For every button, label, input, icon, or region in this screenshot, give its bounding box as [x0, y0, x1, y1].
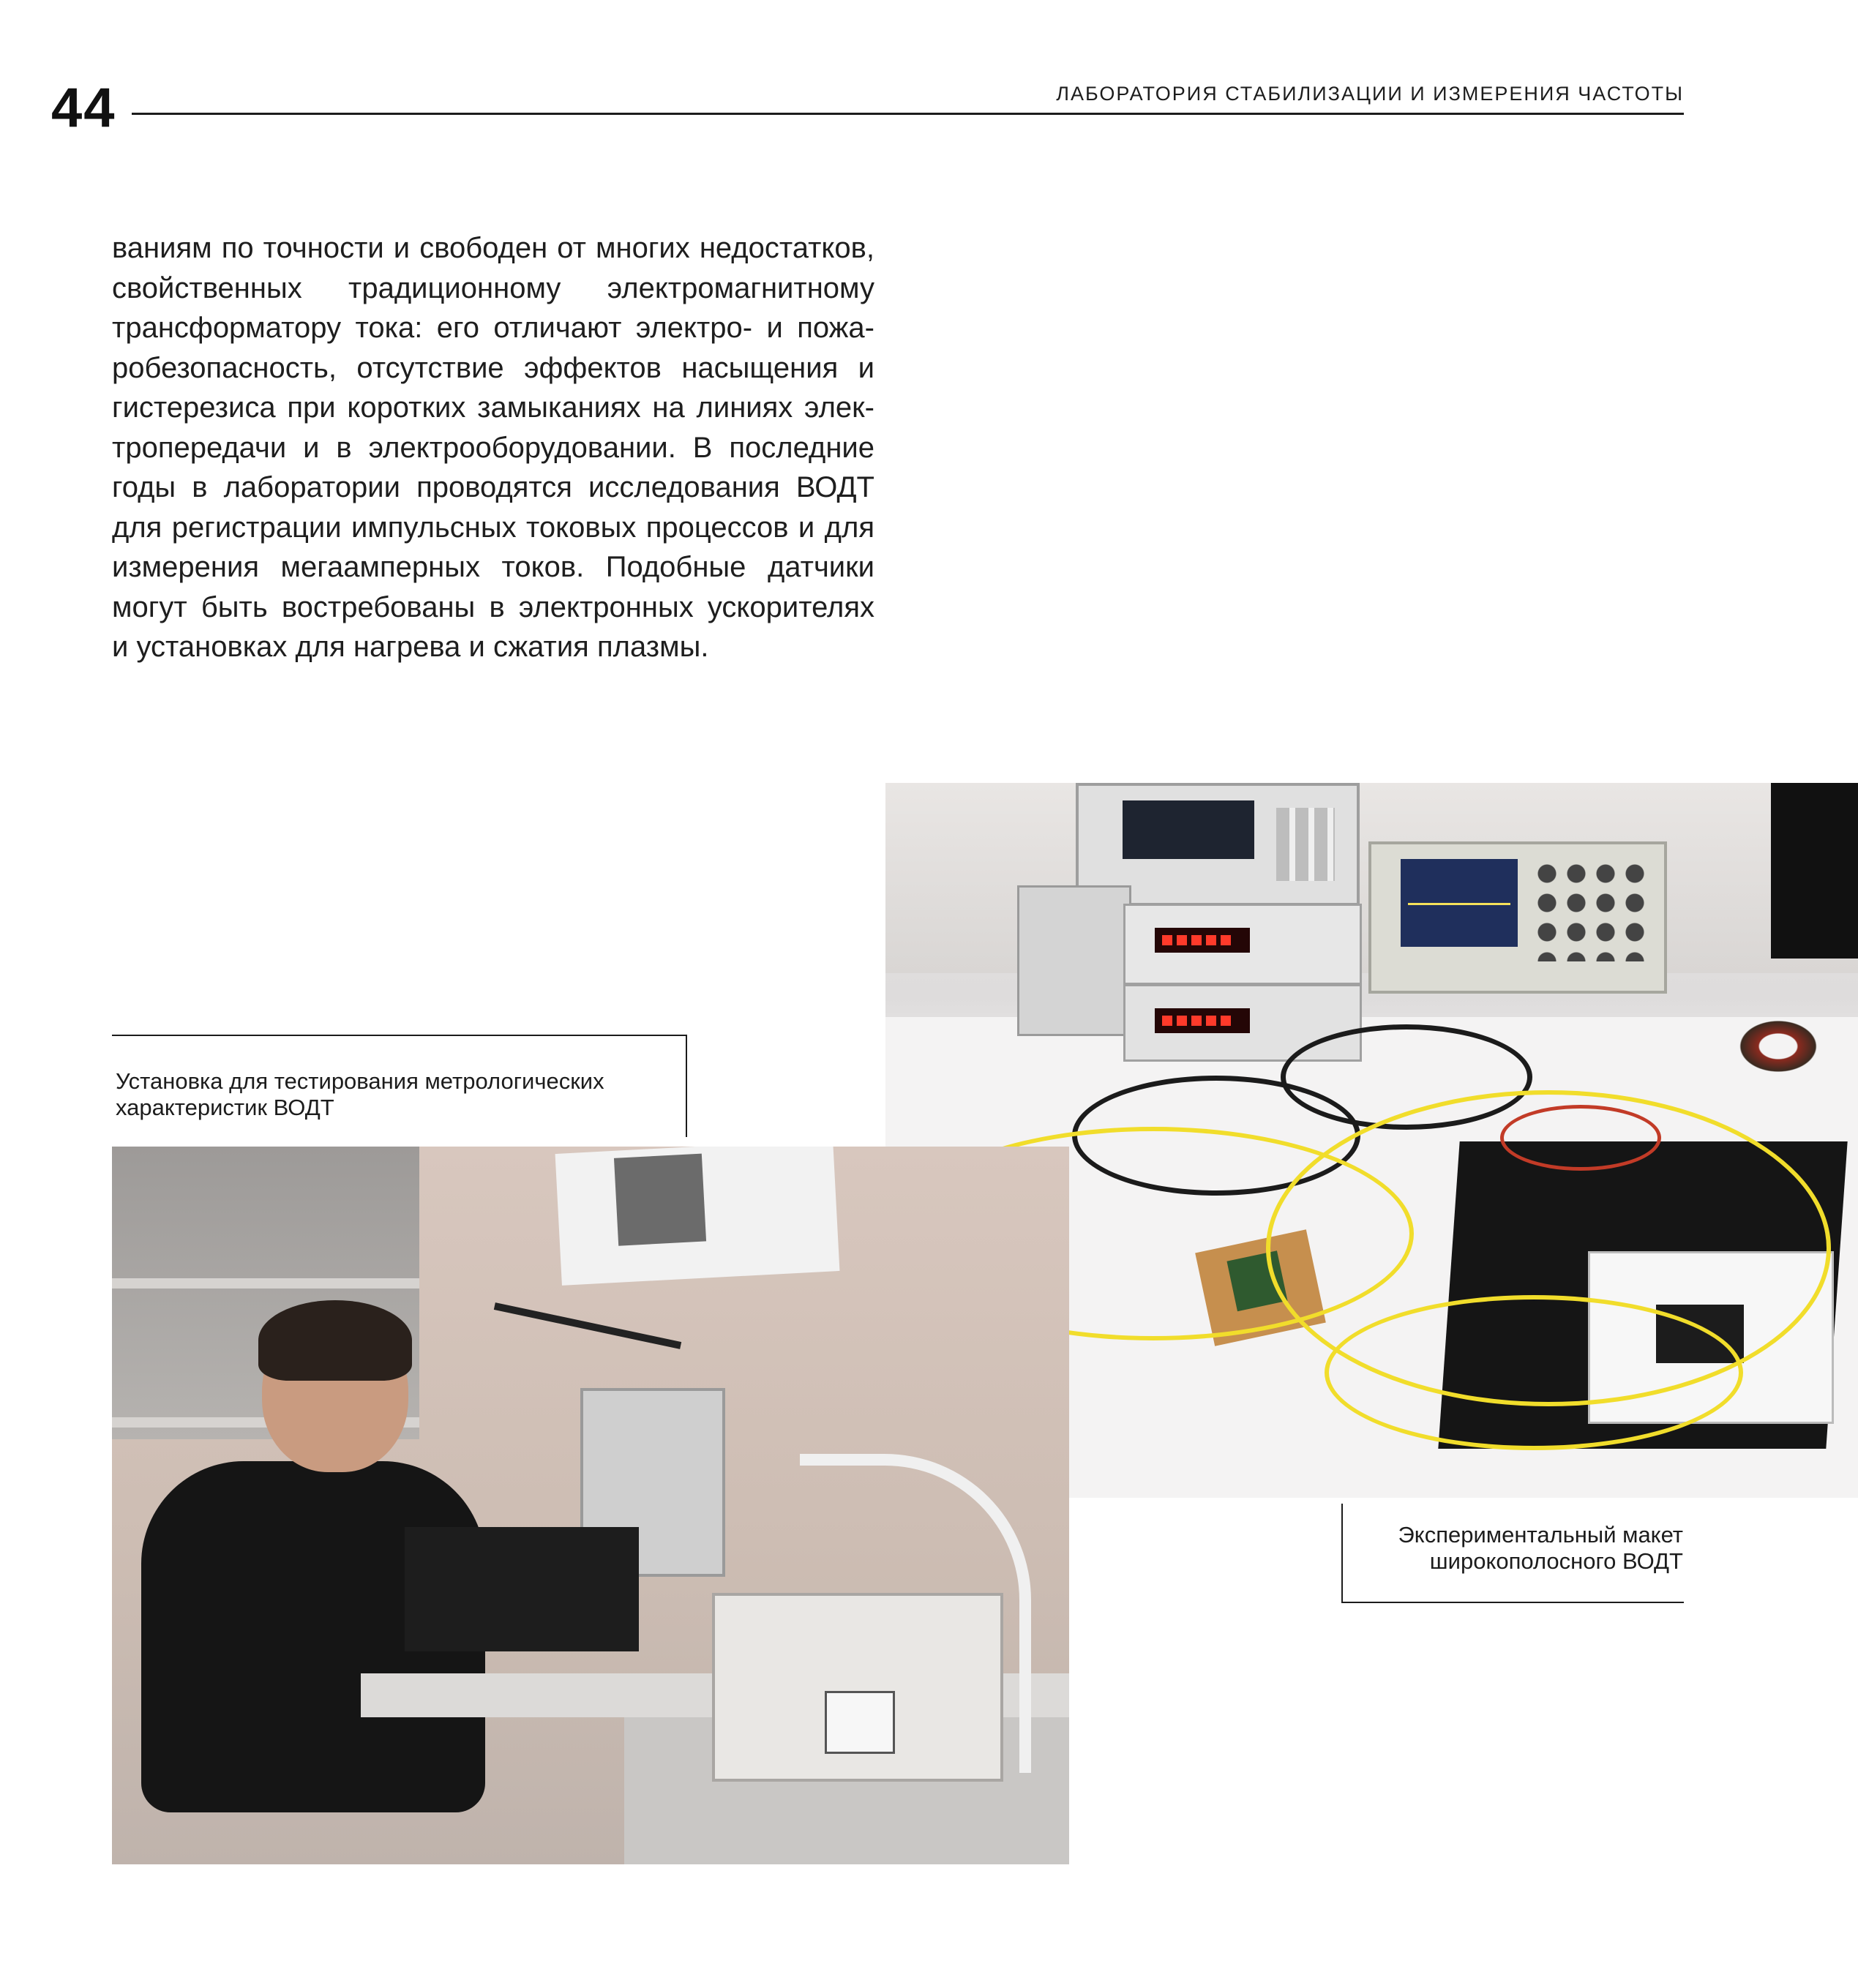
section-title: ЛАБОРАТОРИЯ СТАБИЛИЗАЦИИ И ИЗМЕРЕНИЯ ЧАСТОТЫ: [1056, 83, 1684, 105]
power-supply-left: [1017, 885, 1131, 1036]
caption-rule: [1341, 1602, 1684, 1603]
body-line: трансформатору тока: его отличают электро- и пожа-: [112, 312, 874, 344]
fiber-coil: [1734, 1017, 1822, 1076]
current-source-unit: [712, 1593, 1003, 1782]
caption-line: характеристик ВОДТ: [116, 1095, 334, 1120]
metrology-setup-photo: [112, 1147, 1069, 1864]
yellow-fiber: [1325, 1295, 1743, 1450]
body-line: гистерезиса при коротких замыканиях на линиях элек-: [112, 391, 874, 424]
oscilloscope-trace: [1408, 903, 1510, 905]
caption-line: широкополосного ВОДТ: [1429, 1548, 1683, 1574]
generator-screen: [1123, 800, 1254, 859]
black-instrument: [405, 1527, 639, 1651]
body-text: [112, 228, 874, 667]
caption-rule: [112, 1035, 687, 1036]
researcher-hair: [258, 1300, 412, 1381]
meter-window: [825, 1691, 895, 1754]
body-line: измерения мегаамперных токов. Подобные датчики: [112, 551, 874, 583]
body-line: ваниям по точности и свободен от многих недостатков,: [112, 232, 874, 264]
oscilloscope: [1368, 841, 1667, 994]
body-line: робезопасность, отсутствие эффектов насыщения и: [112, 351, 874, 384]
monitor: [1771, 783, 1858, 959]
shelf-bar: [112, 1278, 419, 1289]
body-line: свойственных традиционному электромагнитному: [112, 271, 874, 304]
body-line: и установках для нагрева и сжатия плазмы.: [112, 631, 709, 663]
desk-lamp: [494, 1302, 681, 1349]
caption-rule: [1341, 1504, 1343, 1603]
caption-line: Экспериментальный макет: [1398, 1522, 1683, 1548]
oscilloscope-knobs: [1532, 859, 1649, 961]
page-number: 44: [51, 77, 116, 139]
oscilloscope-screen: [1401, 859, 1518, 947]
poster-image: [614, 1154, 706, 1246]
body-line: годы в лаборатории проводятся исследования ВОДТ: [112, 471, 874, 503]
body-line: для регистрации импульсных токовых процессов и для: [112, 511, 874, 544]
body-line: тропередачи и в электрооборудовании. В последние: [112, 431, 874, 464]
figure-caption-right: [1346, 1522, 1683, 1575]
header-rule: [132, 113, 1684, 115]
wall-poster: [555, 1147, 840, 1286]
led-display: [1155, 1008, 1250, 1033]
generator-keypad: [1276, 808, 1335, 881]
figure-caption-left: [116, 1068, 701, 1121]
caption-line: Установка для тестирования метрологических: [116, 1068, 604, 1094]
led-display: [1155, 928, 1250, 953]
power-supply-upper: [1123, 904, 1362, 985]
body-line: могут быть востребованы в электронных ускорителях: [112, 590, 874, 623]
